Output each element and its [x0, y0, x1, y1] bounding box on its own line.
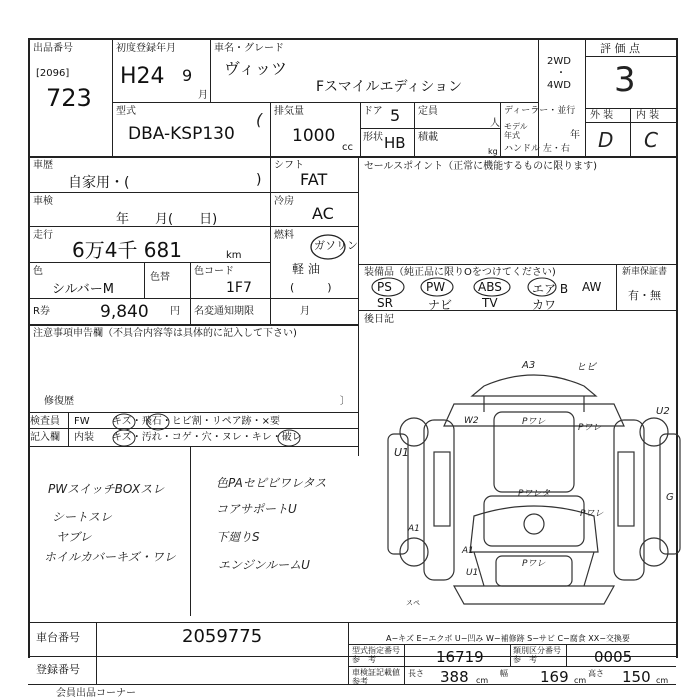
- divider: [500, 102, 501, 156]
- ext-label: 外 装: [590, 110, 614, 121]
- divider: [190, 446, 191, 616]
- note-left-4: ホイルカバーキズ・ワレ: [44, 550, 176, 564]
- frame-left: [28, 38, 30, 658]
- divider: [630, 108, 631, 156]
- equip-sr: SR: [377, 296, 393, 310]
- color-code-label: 色替: [150, 272, 170, 283]
- score-label: 評 価 点: [600, 42, 640, 55]
- divider: [538, 38, 539, 156]
- shape-value: HB: [384, 134, 406, 152]
- fuel-paren: ( ): [290, 281, 332, 294]
- divider: [348, 622, 349, 684]
- divider: [112, 38, 113, 156]
- load-unit: kg: [488, 147, 498, 156]
- car-name-label: 車名・グレード: [214, 43, 284, 54]
- capacity-unit: 人: [490, 118, 500, 129]
- divider: [190, 262, 191, 298]
- divider: [112, 102, 538, 103]
- mileage-value: 6万4千 681: [72, 238, 182, 262]
- lot-label: 出品番号: [33, 43, 73, 54]
- divider: [358, 310, 676, 311]
- note-label: 後日記: [364, 314, 394, 325]
- length-label: 車検証記載値 参考: [352, 668, 400, 686]
- diag-mark-a1b: A1: [462, 546, 474, 556]
- handle-label: ハンドル 左・右: [504, 144, 570, 154]
- footer-label: 会員出品コーナー: [56, 688, 136, 699]
- door-value: 5: [390, 106, 401, 125]
- lot-small: [2096]: [36, 68, 70, 79]
- color-code2-label: 色コード: [194, 266, 234, 277]
- diag-mark-pwareta: Pワレタ: [518, 489, 551, 499]
- recycle-label: R券: [33, 306, 50, 317]
- divider: [348, 666, 676, 667]
- width-label: 幅: [500, 669, 508, 678]
- note-left-1: PWスイッチBOXスレ: [48, 482, 165, 496]
- year-unit: 年: [570, 130, 580, 141]
- note-right-1: 色PAセピビワレタス: [216, 476, 327, 490]
- model-mark: (: [256, 110, 263, 129]
- month-value: 9: [182, 66, 193, 85]
- divider: [414, 102, 415, 156]
- length-word: 長さ: [408, 669, 424, 678]
- recycle-unit: 円: [170, 306, 180, 317]
- door-label: ドア: [363, 106, 383, 117]
- equip-label: 装備品（純正品に限りOをつけてください): [364, 267, 556, 278]
- disp-label: 排気量: [274, 106, 304, 117]
- diag-mark-pware3: Pワレ: [580, 509, 604, 519]
- model-label: 型式: [116, 106, 136, 117]
- model-value: DBA-KSP130: [128, 124, 235, 144]
- equip-airbag: エア B: [532, 282, 569, 296]
- fuel-circle: [308, 232, 348, 262]
- name-change-label: 名変通知期限: [194, 306, 254, 317]
- name-change-month: 月: [300, 306, 310, 317]
- divider: [28, 156, 676, 158]
- width-value: 169: [540, 668, 569, 686]
- divider: [210, 38, 211, 102]
- reg-label: 登録番号: [36, 663, 80, 676]
- history-label: 車歴: [33, 160, 53, 171]
- shift-label: シフト: [274, 160, 304, 171]
- diag-mark-u2: U2: [656, 406, 670, 417]
- grade: Fスマイルエディション: [316, 79, 463, 95]
- divider: [616, 264, 617, 310]
- ext-grade: D: [598, 128, 614, 152]
- note-left-2: シートスレ: [52, 510, 112, 524]
- notes-label: 注意事項申告欄（不具合内容等は具体的に記入して下さい): [33, 328, 297, 339]
- note-right-3: 下廻りS: [216, 530, 260, 544]
- warranty-label: 新車保証書: [622, 267, 668, 277]
- equip-pw: PW: [426, 280, 446, 294]
- month-unit: 月: [198, 90, 208, 101]
- width-unit: cm: [574, 676, 587, 685]
- equip-navi: ナビ: [428, 298, 453, 312]
- fuel-label: 燃料: [274, 230, 294, 241]
- disp-unit: cc: [342, 142, 353, 153]
- equip-aw: AW: [582, 280, 602, 294]
- divider: [358, 156, 359, 456]
- note-right-4: エンジンルームU: [218, 558, 310, 572]
- divider: [144, 262, 145, 298]
- diag-mark-a1a: A1: [408, 524, 420, 534]
- diag-mark-g: G: [666, 492, 674, 503]
- model-year-label: モデル 年式: [504, 122, 528, 140]
- divider: [358, 264, 676, 265]
- score-value: 3: [614, 60, 636, 100]
- defect-circles: [106, 410, 306, 450]
- shift-value: FAT: [300, 170, 328, 189]
- history-value: 自家用・(: [68, 175, 130, 191]
- color-label: 色: [33, 266, 43, 277]
- diag-mark-w2: W2: [464, 416, 479, 426]
- first-reg-label: 初度登録年月: [116, 43, 176, 54]
- color-value: シルバーM: [52, 282, 114, 297]
- inspector-label: 検査員: [30, 416, 60, 427]
- length-unit: cm: [476, 676, 489, 685]
- fw-label: FW: [74, 416, 90, 427]
- type-spec-value: 16719: [436, 648, 484, 666]
- divider: [28, 622, 676, 623]
- era-year: H24: [120, 64, 165, 89]
- fuel-value: ガソリン: [314, 239, 358, 252]
- fuel-value2: 軽 油: [292, 262, 320, 276]
- equip-tv: TV: [482, 296, 498, 310]
- int-grade: C: [644, 128, 658, 152]
- diag-mark-pware4: Pワレ: [522, 559, 546, 569]
- chassis-value: 2059775: [182, 626, 263, 647]
- diag-mark-a3: A3: [522, 360, 536, 371]
- note-left-3: ヤブレ: [56, 530, 92, 544]
- divider: [28, 298, 358, 299]
- equip-ps: PS: [377, 280, 392, 294]
- dealer-label: ディーラー・並行: [504, 106, 576, 116]
- legend: A−キズ E−エクボ U−凹み W−補修跡 S−サビ C−腐食 XX−交換要: [386, 634, 630, 643]
- divider: [96, 622, 97, 684]
- defect-row2: キズ・汚れ・コゲ・穴・ヌレ・キレ・破レ: [112, 432, 302, 443]
- shape-label: 形状: [363, 132, 383, 143]
- height-value: 150: [622, 668, 651, 686]
- repair-close: 〕: [340, 396, 350, 407]
- divider: [190, 298, 191, 324]
- diag-mark-u1b: U1: [466, 568, 479, 578]
- divider: [585, 56, 676, 57]
- divider: [360, 128, 500, 129]
- ac-label: 冷房: [274, 196, 294, 207]
- equip-circles: [366, 276, 569, 300]
- divider: [566, 644, 567, 666]
- car-name: ヴィッツ: [224, 59, 288, 78]
- diag-mark-pware2: Pワレ: [578, 423, 602, 433]
- equip-abs: ABS: [478, 280, 502, 294]
- divider: [404, 644, 405, 684]
- diag-mark-spare: スペ: [406, 599, 420, 607]
- length-value: 388: [440, 668, 469, 686]
- writer-label: 記入欄: [30, 432, 60, 443]
- divider: [510, 644, 511, 666]
- divider: [360, 102, 361, 156]
- load-label: 積載: [418, 132, 438, 143]
- defect-row1: キズ・飛石・ヒビ割・リペア跡・×要: [112, 416, 280, 427]
- disp-value: 1000: [292, 126, 336, 146]
- color-code: 1F7: [226, 280, 252, 296]
- note-right-2: コアサポートU: [216, 502, 297, 516]
- mileage-label: 走行: [33, 230, 53, 241]
- int-label: 内 装: [636, 110, 660, 121]
- drive-2wd: 2WD: [547, 56, 571, 67]
- repair-label: 修復歴: [44, 396, 74, 407]
- height-unit: cm: [656, 676, 669, 685]
- history-close: ): [256, 172, 262, 188]
- divider: [68, 412, 69, 446]
- class-value: 0005: [594, 648, 633, 666]
- diag-mark-pware1: Pワレ: [522, 417, 546, 427]
- sales-label: セールスポイント（正常に機能するものに限ります): [364, 161, 598, 172]
- chassis-label: 車台番号: [36, 631, 80, 644]
- divider: [270, 102, 271, 156]
- interior-label: 内装: [74, 432, 94, 443]
- ac-value: AC: [312, 204, 334, 223]
- class-label: 類別区分番号 参 考: [513, 646, 561, 664]
- recycle-value: 9,840: [100, 302, 149, 322]
- lot-number: 723: [46, 84, 92, 112]
- inspect-value: 年 月( 日): [116, 212, 218, 227]
- warranty-value: 有・無: [628, 289, 661, 302]
- diag-mark-u1a: U1: [394, 446, 410, 459]
- divider: [28, 324, 358, 326]
- divider: [348, 644, 676, 645]
- drive-sep: ・: [556, 68, 566, 79]
- diag-mark-hibi: ヒビ: [576, 362, 596, 373]
- divider: [28, 192, 358, 193]
- capacity-label: 定員: [418, 106, 438, 117]
- type-spec-label: 型式指定番号 参 考: [352, 646, 400, 664]
- frame-top: [28, 38, 676, 40]
- equip-leather: カワ: [532, 298, 557, 312]
- drive-4wd: 4WD: [547, 80, 571, 91]
- mileage-unit: km: [226, 250, 242, 261]
- height-label: 高さ: [588, 669, 604, 678]
- inspect-label: 車検: [33, 196, 53, 207]
